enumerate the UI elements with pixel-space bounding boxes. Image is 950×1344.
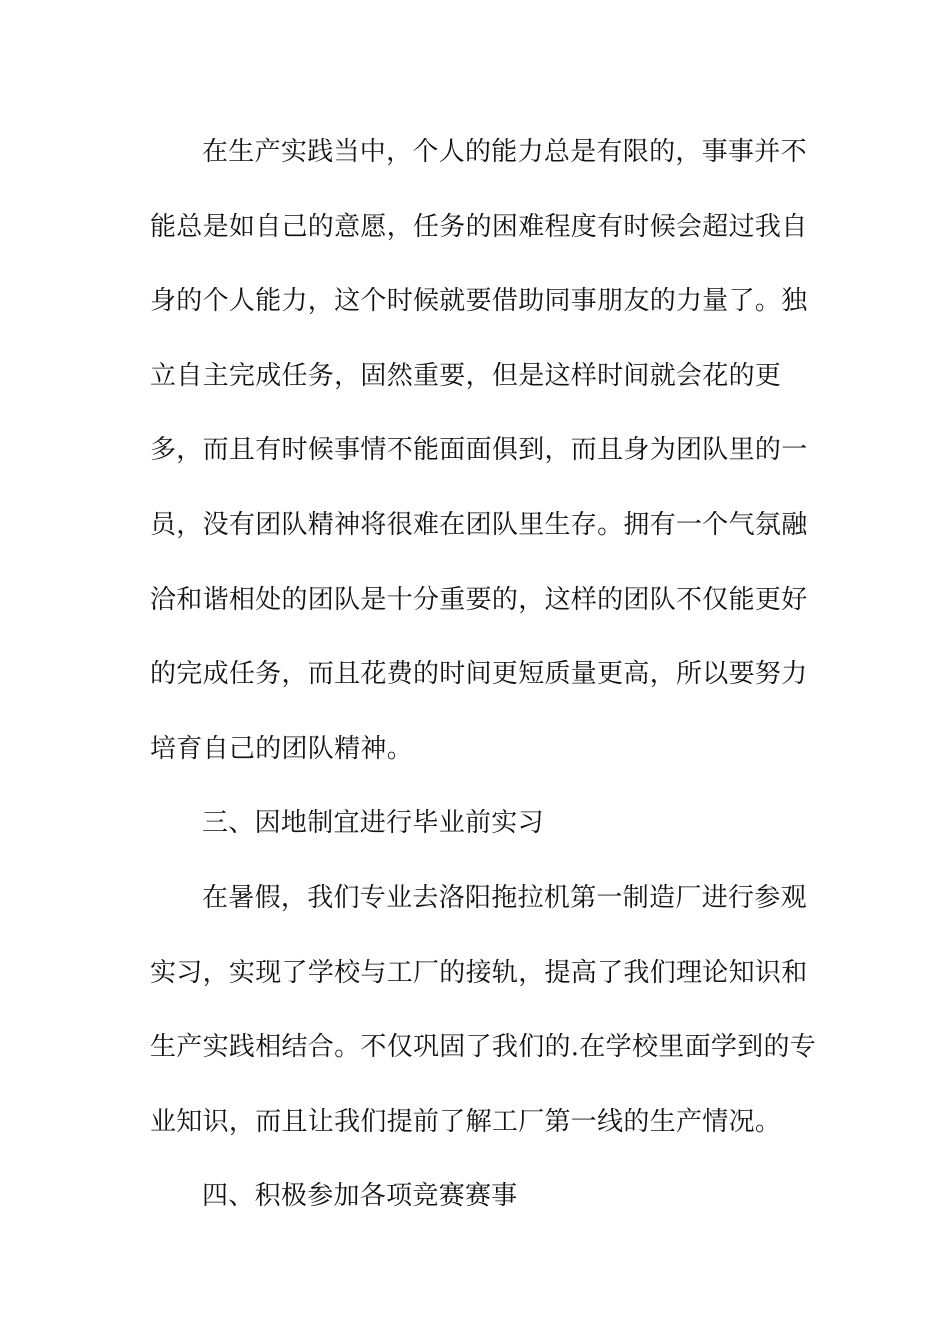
paragraph-line: 能总是如自己的意愿，任务的困难程度有时候会超过我自	[150, 211, 808, 242]
paragraph-line: 在生产实践当中，个人的能力总是有限的，事事并不	[202, 137, 807, 167]
paragraph-line: 立自主完成任务，固然重要，但是这样时间就会花的更	[150, 360, 782, 391]
section-heading: 四、积极参加各项竞赛赛事	[202, 1181, 518, 1212]
paragraph-line: 实习，实现了学校与工厂的接轨，提高了我们理论知识和	[150, 957, 808, 988]
paragraph-line: 生产实践相结合。不仅巩固了我们的.在学校里面学到的专	[150, 1032, 817, 1063]
paragraph-line: 在暑假，我们专业去洛阳拖拉机第一制造厂进行参观	[202, 882, 807, 913]
paragraph-line: 业知识，而且让我们提前了解工厂第一线的生产情况。	[150, 1106, 782, 1137]
paragraph-line: 洽和谐相处的团队是十分重要的，这样的团队不仅能更好	[150, 584, 808, 615]
paragraph-line: 培育自己的团队精神。	[150, 733, 414, 764]
paragraph-line: 身的个人能力，这个时候就要借助同事朋友的力量了。独	[150, 286, 808, 317]
document-body	[150, 115, 817, 1234]
paragraph-line: 员，没有团队精神将很难在团队里生存。拥有一个气氛融	[150, 509, 808, 540]
section-heading: 三、因地制宜进行毕业前实习	[202, 808, 544, 839]
paragraph-line: 的完成任务，而且花费的时间更短质量更高，所以要努力	[150, 659, 808, 690]
paragraph-line: 多，而且有时候事情不能面面俱到，而且身为团队里的一	[150, 435, 808, 466]
